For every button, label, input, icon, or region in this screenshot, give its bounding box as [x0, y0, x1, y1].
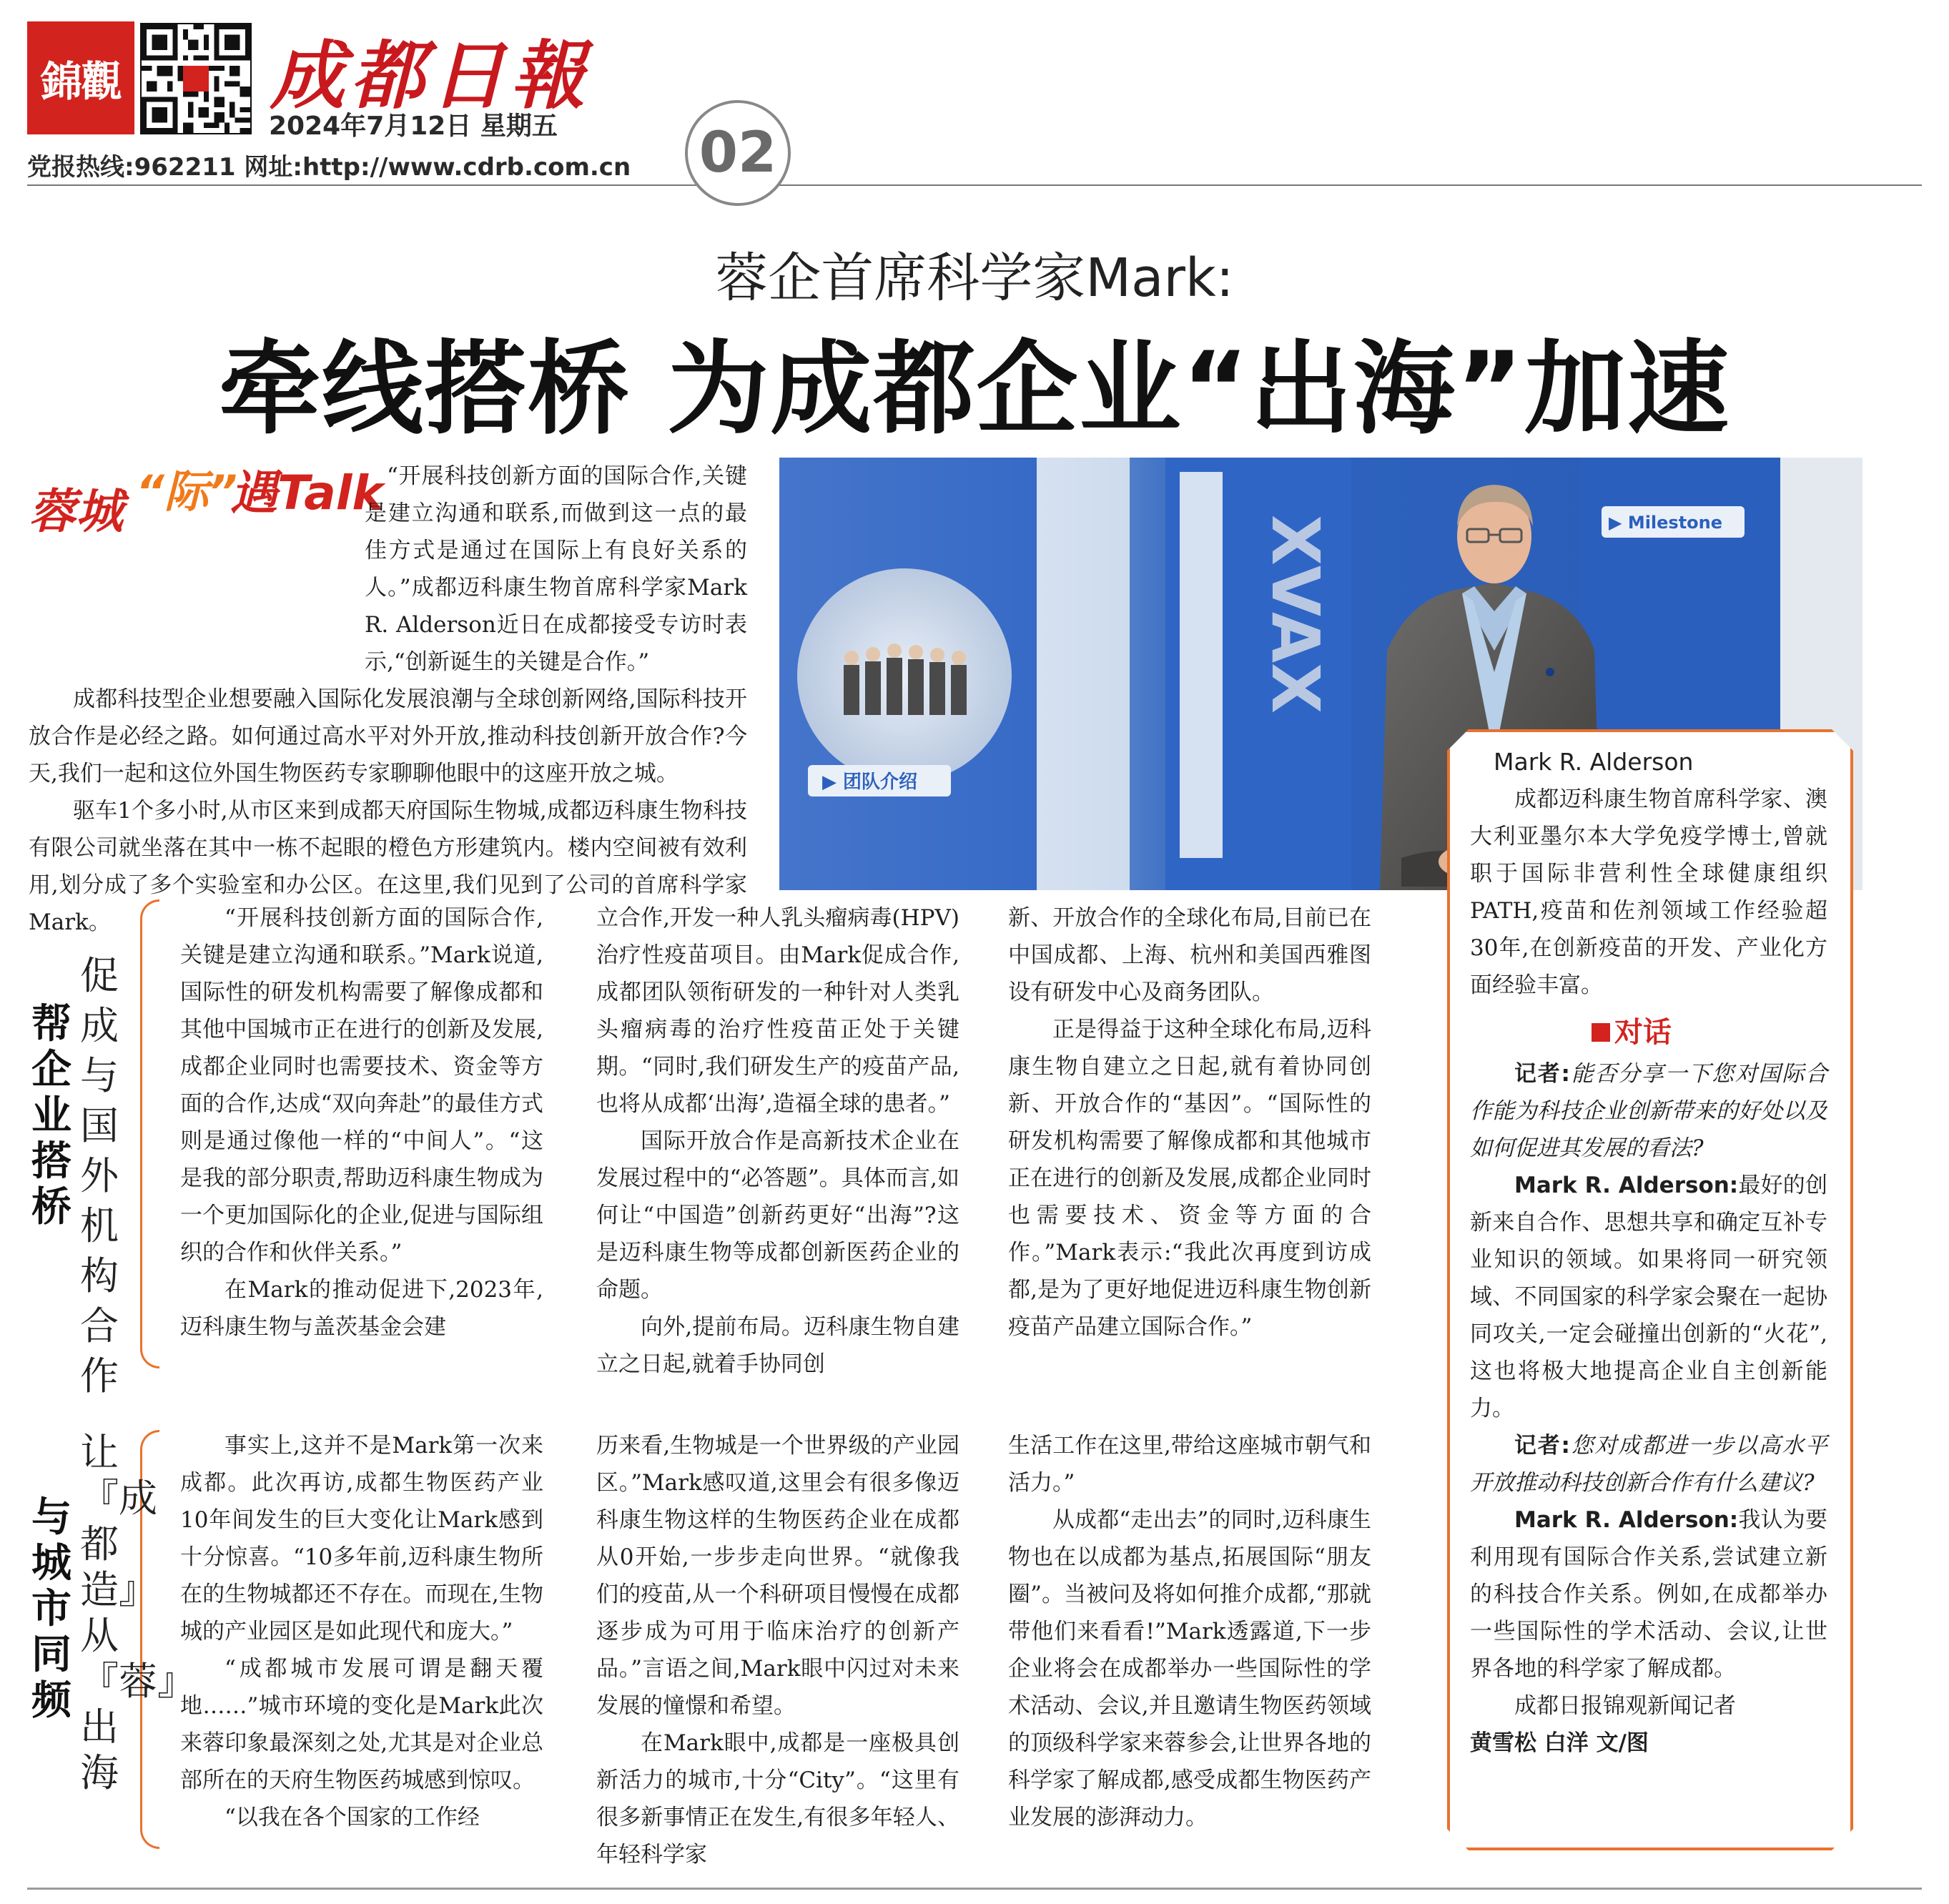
- sidebar-bio: 成都迈科康生物首席科学家、澳大利亚墨尔本大学免疫学博士,曾就职于国际非营利性全球健康组织PATH,疫苗和佐剂领域工作经验超30年,在创新疫苗的开发、产业化方面经验丰富。: [1470, 786, 1827, 998]
- newspaper-title: 成都日報: [270, 31, 591, 119]
- dialog-speaker: 记者:: [1514, 1433, 1570, 1459]
- s1c2-paragraph-1: 立合作,开发一种人乳头瘤病毒(HPV)治疗性疫苗项目。由Mark促成合作,成都团队领衔研发的一种针对人类乳头瘤病毒的治疗性疫苗正处于关键期。“同时,我们研发生产的疫苗产品,也将从成都‘出海’,造福全球的患者。”: [596, 905, 959, 1117]
- intro-text: [29, 458, 747, 941]
- section2-column-1: [180, 1427, 543, 1836]
- section1-column-3: [1008, 899, 1371, 1346]
- section1-column-2: [596, 899, 959, 1383]
- s2c3-paragraph-2: 从成都“走出去”的同时,迈科康生物也在以成都为基点,拓展国际“朋友圈”。当被问及将如何推介成都,“那就带他们来看看!”Mark透露道,下一步企业将会在成都举办一些国际性的学术活动、会议,并且邀请生物医药领域的顶级科学家来蓉参会,让世界各地的科学家了解成都,感受成都生物医药产业发展的澎湃动力。: [1008, 1507, 1371, 1830]
- column-logo-part3: 遇Talk: [230, 465, 384, 521]
- s2c3-paragraph-1: 生活工作在这里,带给这座城市朝气和活力。”: [1008, 1433, 1371, 1496]
- section1-title-sub: 促成与国外机构合作: [80, 953, 119, 1399]
- dialog-speaker: 记者:: [1514, 1061, 1570, 1087]
- jinguan-logo: 錦觀: [27, 21, 134, 134]
- board-label-milestone: ▶ Milestone: [1609, 513, 1723, 533]
- s2c2-paragraph-1: 历来看,生物城是一个世界级的产业园区。”Mark感叹道,这里会有很多像迈科康生物这样的生物医药企业在成都从0开始,一步步走向世界。“就像我们的疫苗,从一个科研项目慢慢在成都逐步成为可用于临床治疗的创新产品。”言语之间,Mark眼中闪过对未来发展的憧憬和希望。: [596, 1433, 959, 1719]
- masthead-divider: [27, 184, 1922, 186]
- board-logo-text: XVAX: [1257, 515, 1333, 714]
- section1-bracket: [140, 899, 159, 1368]
- section2-title-main: 与城市同频: [31, 1494, 71, 1724]
- s1c2-paragraph-3: 向外,提前布局。迈科康生物自建立之日起,就着手协同创: [596, 1314, 959, 1377]
- credit-line-1: 成都日报锦观新闻记者: [1514, 1693, 1736, 1719]
- sidebar-name: Mark R. Alderson: [1494, 748, 1694, 776]
- column-logo-part2: “际”: [136, 465, 237, 518]
- dialog-answer-2: [1470, 1501, 1827, 1687]
- intro-paragraph-3: 驱车1个多小时,从市区来到成都天府国际生物城,成都迈科康生物科技有限公司就坐落在其中一栋不起眼的橙色方形建筑内。楼内空间被有效利用,划分成了多个实验室和办公区。在这里,我们见到了公司的首席科学家Mark。: [29, 798, 747, 935]
- dialog-heading-label: 对话: [1614, 1016, 1672, 1049]
- dialog-text: 能否分享一下您对国际合作能为科技企业创新带来的好处以及如何促进其发展的看法?: [1470, 1061, 1827, 1161]
- dialog-text: 最好的创新来自合作、思想共享和确定互补专业知识的领域。如果将同一研究领域、不同国家的科学家会聚在一起协同攻关,一定会碰撞出创新的“火花”,这也将极大地提高企业自主创新能力。: [1470, 1173, 1827, 1421]
- dialog-text: 您对成都进一步以高水平开放推动科技创新合作有什么建议?: [1470, 1433, 1827, 1496]
- dialog-speaker: Mark R. Alderson:: [1514, 1173, 1739, 1198]
- page-number-badge: 02: [685, 100, 791, 206]
- issue-date: 2024年7月12日 星期五: [269, 112, 558, 141]
- s1c3-paragraph-1: 新、开放合作的全球化布局,目前已在中国成都、上海、杭州和美国西雅图设有研发中心及商务团队。: [1008, 905, 1371, 1005]
- page-bottom-rule: [27, 1888, 1922, 1890]
- section1-column-1: [180, 899, 543, 1346]
- column-logo-part1: 蓉城: [29, 484, 123, 539]
- dialog-heading: [1470, 1014, 1827, 1051]
- dialog-text: 我认为要利用现有国际合作关系,尝试建立新的科技合作关系。例如,在成都举办一些国际性的学术活动、会议,让世界各地的科学家了解成都。: [1470, 1507, 1827, 1682]
- dialog-heading-square-icon: [1592, 1023, 1610, 1042]
- qr-code[interactable]: [140, 23, 252, 134]
- credit-line-2: 黄雪松 白洋 文/图: [1470, 1730, 1649, 1756]
- article-headline: 牵线搭桥 为成都企业“出海”加速: [218, 330, 1731, 448]
- dialog-question-1: [1470, 1055, 1827, 1167]
- intro-paragraph-1: “开展科技创新方面的国际合作,关键是建立沟通和联系,而做到这一点的最佳方式是通过在国际上有良好关系的人。”成都迈科康生物首席科学家Mark R. Alderson近日在成都接受专访时表示,“创新诞生的关键是合作。”: [365, 463, 747, 675]
- s1c1-paragraph-1: “开展科技创新方面的国际合作,关键是建立沟通和联系。”Mark说道,国际性的研发机构需要了解像成都和其他中国城市正在进行的创新及发展,成都企业同时也需要技术、资金等方面的合作,达成“双向奔赴”的最佳方式则是通过像他一样的“中间人”。“这是我的部分职责,帮助迈科康生物成为一个更加国际化的企业,促进与国际组织的合作和伙伴关系。”: [180, 905, 543, 1266]
- intro-paragraph-2: 成都科技型企业想要融入国际化发展浪潮与全球创新网络,国际科技开放合作是必经之路。如何通过高水平对外开放,推动科技创新开放合作?今天,我们一起和这位外国生物医药专家聊聊他眼中的这座开放之城。: [29, 686, 747, 786]
- section1-title-main: 帮企业搭桥: [31, 1000, 71, 1230]
- dialog-question-2: [1470, 1427, 1827, 1501]
- s2c2-paragraph-2: 在Mark眼中,成都是一座极具创新活力的城市,十分“City”。“这里有很多新事情正在发生,有很多年轻人、年轻科学家: [596, 1730, 959, 1868]
- section2-column-2: [596, 1427, 959, 1873]
- section2-title-sub: 让『成都造』从『蓉』出海: [80, 1430, 196, 1795]
- s2c1-paragraph-2: “成都城市发展可谓是翻天覆地……”城市环境的变化是Mark此次来蓉印象最深刻之处,尤其是对企业总部所在的天府生物医药城感到惊叹。: [180, 1656, 543, 1793]
- article-kicker: 蓉企首席科学家Mark:: [715, 247, 1234, 309]
- s2c1-paragraph-1: 事实上,这并不是Mark第一次来成都。此次再访,成都生物医药产业10年间发生的巨大变化让Mark感到十分惊喜。“10多年前,迈科康生物所在的生物城都还不存在。而现在,生物城的产业园区是如此现代和庞大。”: [180, 1433, 543, 1644]
- section2-column-3: [1008, 1427, 1371, 1836]
- hotline-and-website: 党报热线:962211 网址:http://www.cdrb.com.cn: [27, 153, 631, 182]
- s1c2-paragraph-2: 国际开放合作是高新技术企业在发展过程中的“必答题”。具体而言,如何让“中国造”创新药更好“出海”?这是迈科康生物等成都创新医药企业的命题。: [596, 1128, 959, 1303]
- dialog-speaker: Mark R. Alderson:: [1514, 1507, 1739, 1533]
- s2c1-paragraph-3: “以我在各个国家的工作经: [224, 1805, 480, 1830]
- s1c3-paragraph-2: 正是得益于这种全球化布局,迈科康生物自建立之日起,就有着协同创新、开放合作的“基因”。“国际性的研发机构需要了解像成都和其他城市正在进行的创新及发展,成都企业同时也需要技术、资金等方面的合作。”Mark表示:“我此次再度到访成都,是为了更好地促进迈科康生物创新疫苗产品建立国际合作。”: [1008, 1017, 1371, 1340]
- sidebar-content: [1470, 744, 1827, 1762]
- s1c1-paragraph-2: 在Mark的推动促进下,2023年,迈科康生物与盖茨基金会建: [180, 1277, 543, 1340]
- board-label-team: ▶ 团队介绍: [822, 771, 918, 793]
- dialog-answer-1: [1470, 1167, 1827, 1427]
